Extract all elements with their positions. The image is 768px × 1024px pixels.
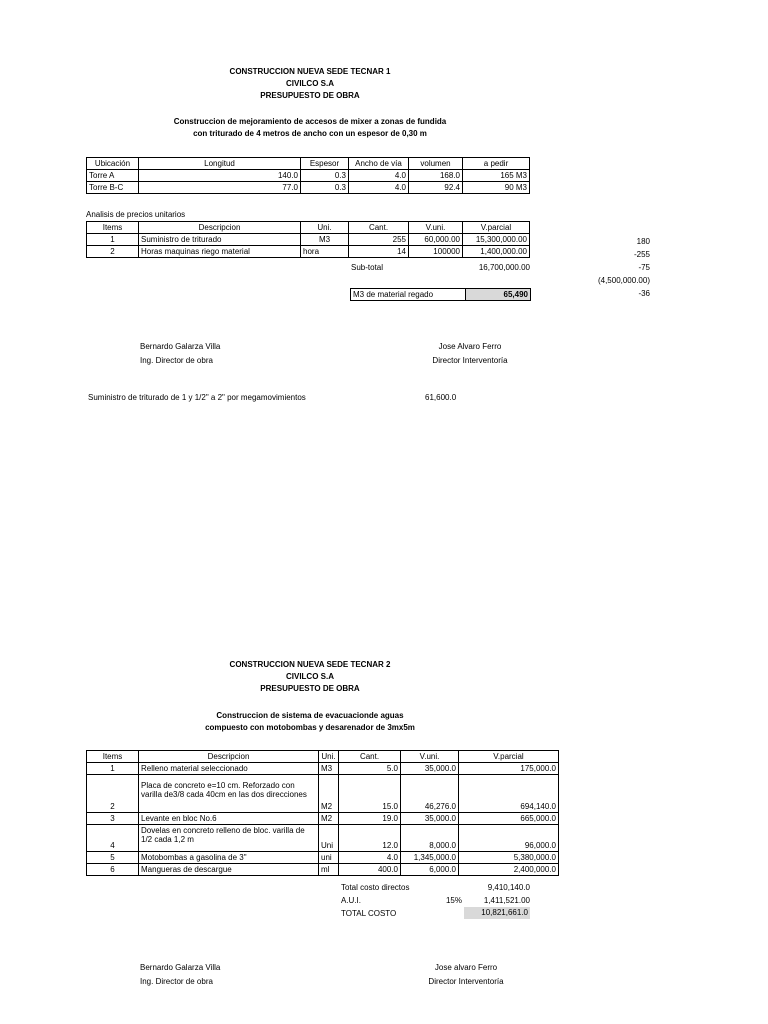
table-row xyxy=(87,246,530,258)
table-cell: 165 M3 xyxy=(463,170,530,182)
table-cell: 100000 xyxy=(409,246,463,258)
total-direct-label: Total costo directos xyxy=(341,883,410,892)
table-cell: 46,276.0 xyxy=(401,775,459,813)
supply-value: 61,600.0 xyxy=(425,393,457,402)
subtotal-label: Sub-total xyxy=(351,263,384,272)
location-table-header xyxy=(87,158,530,170)
table-cell: 3 xyxy=(87,813,139,825)
budget1-description xyxy=(120,116,500,140)
signer-role: Ing. Director de obra xyxy=(140,356,213,365)
budget1-signature-left xyxy=(140,340,220,368)
table-row xyxy=(87,775,559,813)
table-cell: 1,400,000.00 xyxy=(463,246,530,258)
table-cell: 4.0 xyxy=(339,852,401,864)
table-cell: 2,400,000.0 xyxy=(459,864,559,876)
side-value: (4,500,000.00) xyxy=(597,276,650,285)
aui-value: 1,411,521.00 xyxy=(483,896,530,905)
table-cell: 400.0 xyxy=(339,864,401,876)
table-cell: 6,000.0 xyxy=(401,864,459,876)
header-cell: Cant. xyxy=(349,222,409,234)
header-cell: Items xyxy=(87,222,139,234)
budget1-title-doc: PRESUPUESTO DE OBRA xyxy=(260,91,360,100)
budget2-desc-line1: Construccion de sistema de evacuacionde aguas xyxy=(216,711,404,720)
header-cell: Items xyxy=(87,751,139,763)
signer-name: Jose Alvaro Ferro xyxy=(438,342,502,351)
budget1-items-table xyxy=(86,221,530,258)
table-row xyxy=(87,170,530,182)
table-cell: Torre B-C xyxy=(87,182,139,194)
table-cell: 12.0 xyxy=(339,825,401,852)
table-cell: 2 xyxy=(87,775,139,813)
table-cell: 96,000.0 xyxy=(459,825,559,852)
side-value: -255 xyxy=(633,250,650,259)
total-cost-label: TOTAL COSTO xyxy=(341,909,397,918)
header-cell: Ubicación xyxy=(87,158,139,170)
header-cell: Cant. xyxy=(339,751,401,763)
table-cell: Mangueras de descargue xyxy=(139,864,319,876)
budget1-signature-right xyxy=(420,340,520,368)
table-cell: 60,000.00 xyxy=(409,234,463,246)
table-row xyxy=(87,852,559,864)
header-cell: Descripcion xyxy=(139,751,319,763)
table-cell: 4.0 xyxy=(349,182,409,194)
table-cell: 4 xyxy=(87,825,139,852)
regado-value: 65,490 xyxy=(465,288,531,301)
budget1-title-company: CIVILCO S.A xyxy=(285,79,334,88)
table-row xyxy=(87,825,559,852)
aui-label: A.U.I. xyxy=(341,896,362,905)
table-cell: 5.0 xyxy=(339,763,401,775)
location-table xyxy=(86,157,530,194)
side-value: -36 xyxy=(638,289,650,298)
table-cell: Placa de concreto e=10 cm. Reforzado con varilla de3/8 cada 40cm en las dos direcciones xyxy=(139,775,319,813)
total-direct-value: 9,410,140.0 xyxy=(487,883,530,892)
table-cell: M2 xyxy=(319,813,339,825)
table-cell: 1 xyxy=(87,763,139,775)
table-row xyxy=(87,813,559,825)
regado-label: M3 de material regado xyxy=(350,288,466,301)
budget2-title-company: CIVILCO S.A xyxy=(285,672,334,681)
table-cell: Horas maquinas riego material xyxy=(139,246,301,258)
budget2-desc-line2: compuesto con motobombas y desarenador de 3mx5m xyxy=(205,723,415,732)
budget2-title-doc: PRESUPUESTO DE OBRA xyxy=(260,684,360,693)
signer-role: Ing. Director de obra xyxy=(140,977,213,986)
header-cell: a pedir xyxy=(463,158,530,170)
table-cell: Motobombas a gasolina de 3" xyxy=(139,852,319,864)
table-cell: 168.0 xyxy=(409,170,463,182)
table-cell: 694,140.0 xyxy=(459,775,559,813)
header-cell: V.uni. xyxy=(409,222,463,234)
header-cell: V.uni. xyxy=(401,751,459,763)
table-cell: 15.0 xyxy=(339,775,401,813)
table-cell: Dovelas en concreto relleno de bloc. varilla de 1/2 cada 1,2 m xyxy=(139,825,319,852)
signer-role: Director Interventoría xyxy=(428,977,504,986)
analysis-label: Analisis de precios unitarios xyxy=(86,210,186,219)
supply-note: Suministro de triturado de 1 y 1/2" a 2" por megamovimientos xyxy=(88,393,306,402)
table-cell: 5 xyxy=(87,852,139,864)
table-cell: 14 xyxy=(349,246,409,258)
signer-name: Bernardo Galarza Villa xyxy=(140,342,221,351)
header-cell: V.parcial xyxy=(463,222,530,234)
table-cell: Torre A xyxy=(87,170,139,182)
header-cell: Uni. xyxy=(319,751,339,763)
table-cell: 5,380,000.0 xyxy=(459,852,559,864)
budget1-desc-line2: con triturado de 4 metros de ancho con un espesor de 0,30 m xyxy=(193,129,427,138)
aui-percent: 15% xyxy=(445,896,462,905)
table-row xyxy=(87,864,559,876)
table-cell: ml xyxy=(319,864,339,876)
table-cell: 6 xyxy=(87,864,139,876)
table-cell: 1,345,000.0 xyxy=(401,852,459,864)
table-cell: 255 xyxy=(349,234,409,246)
table-row xyxy=(87,234,530,246)
header-cell: Descripcion xyxy=(139,222,301,234)
table-cell: 0.3 xyxy=(301,182,349,194)
header-cell: Espesor xyxy=(301,158,349,170)
total-cost-value: 10,821,661.0 xyxy=(464,907,530,919)
budget2-signature-left xyxy=(140,961,220,989)
header-cell: V.parcial xyxy=(459,751,559,763)
table-cell: M2 xyxy=(319,775,339,813)
header-cell: Uni. xyxy=(301,222,349,234)
table-row xyxy=(87,182,530,194)
budget2-description xyxy=(140,710,480,734)
budget1-title-project: CONSTRUCCION NUEVA SEDE TECNAR 1 xyxy=(229,67,391,76)
table-cell: hora xyxy=(301,246,349,258)
signer-role: Director Interventoría xyxy=(432,356,508,365)
table-cell: uni xyxy=(319,852,339,864)
table-cell: Levante en bloc No.6 xyxy=(139,813,319,825)
table-cell: 0.3 xyxy=(301,170,349,182)
budget2-signature-right xyxy=(416,961,516,989)
table-cell: 15,300,000.00 xyxy=(463,234,530,246)
table-cell: 35,000.0 xyxy=(401,813,459,825)
table-row xyxy=(87,763,559,775)
header-cell: volumen xyxy=(409,158,463,170)
table-cell: 175,000.0 xyxy=(459,763,559,775)
header-cell: Ancho de vía xyxy=(349,158,409,170)
signer-name: Jose alvaro Ferro xyxy=(434,963,498,972)
table-cell: 92.4 xyxy=(409,182,463,194)
table-cell: 4.0 xyxy=(349,170,409,182)
table-cell: 8,000.0 xyxy=(401,825,459,852)
table-cell: 77.0 xyxy=(139,182,301,194)
budget2-items-table xyxy=(86,750,559,876)
side-value: -75 xyxy=(638,263,650,272)
items-table-header xyxy=(87,222,530,234)
side-value: 180 xyxy=(636,237,650,246)
table-cell: Relleno material seleccionado xyxy=(139,763,319,775)
items-table-header xyxy=(87,751,559,763)
table-cell: 665,000.0 xyxy=(459,813,559,825)
header-cell: Longitud xyxy=(139,158,301,170)
table-cell: Suministro de triturado xyxy=(139,234,301,246)
subtotal-value: 16,700,000.00 xyxy=(478,263,530,272)
table-cell: M3 xyxy=(301,234,349,246)
budget1-title xyxy=(180,66,440,102)
budget2-title xyxy=(180,659,440,695)
table-cell: 1 xyxy=(87,234,139,246)
table-cell: 2 xyxy=(87,246,139,258)
table-cell: 19.0 xyxy=(339,813,401,825)
table-cell: 35,000.0 xyxy=(401,763,459,775)
budget1-desc-line1: Construccion de mejoramiento de accesos de mixer a zonas de fundida xyxy=(173,117,447,126)
table-cell: 90 M3 xyxy=(463,182,530,194)
table-cell: 140.0 xyxy=(139,170,301,182)
budget2-title-project: CONSTRUCCION NUEVA SEDE TECNAR 2 xyxy=(229,660,391,669)
table-cell: Uni xyxy=(319,825,339,852)
signer-name: Bernardo Galarza Villa xyxy=(140,963,221,972)
table-cell: M3 xyxy=(319,763,339,775)
